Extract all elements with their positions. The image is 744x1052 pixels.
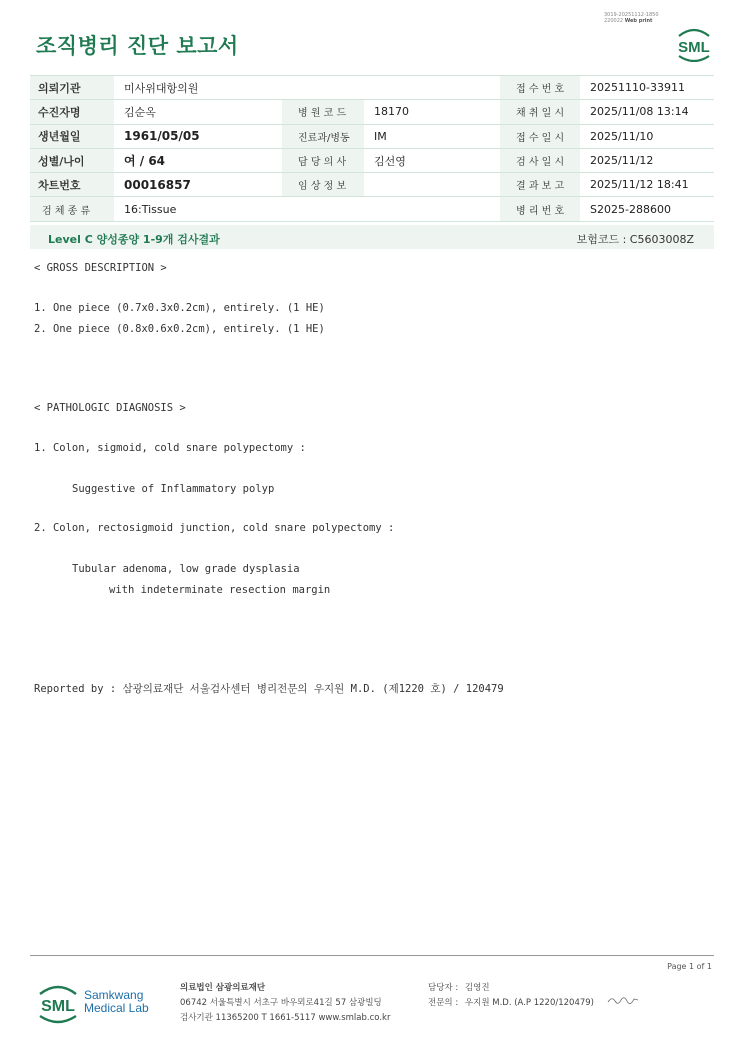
empty-cell — [282, 197, 364, 221]
signature-icon — [606, 992, 640, 1008]
gross-description-header: < GROSS DESCRIPTION > — [34, 262, 167, 274]
value-collection-date: 2025/11/08 13:14 — [580, 100, 714, 124]
company-name-line1: Samkwang — [84, 988, 144, 1002]
pathologic-diagnosis-header: < PATHOLOGIC DIAGNOSIS > — [34, 402, 186, 414]
value-doctor: 김선영 — [364, 148, 500, 172]
sml-logo-icon — [673, 26, 715, 62]
label-department: 진료과/병동 — [282, 124, 364, 148]
test-level-bar — [30, 225, 714, 249]
value-requesting-institution: 미사위대항의원 — [114, 76, 282, 100]
print-code: 3019-20251112-1850 — [604, 12, 659, 18]
label-hospital-code: 병 원 코 드 — [282, 100, 364, 124]
samkwang-logo-icon — [36, 982, 80, 1024]
page-number: Page 1 of 1 — [667, 962, 712, 971]
footer-org: 의료법인 삼광의료재단 — [180, 983, 266, 993]
specialist-name: 우지원 M.D. (A.P 1220/120479) — [464, 998, 594, 1008]
table-row — [30, 100, 714, 124]
value-result-report: 2025/11/12 18:41 — [580, 173, 714, 197]
value-receipt-date: 2025/11/10 — [580, 124, 714, 148]
label-sex-age: 성별/나이 — [30, 148, 114, 172]
label-collection-date: 채 취 일 시 — [500, 100, 580, 124]
test-level-title: Level C 양성종양 1-9개 검사결과 — [48, 233, 220, 246]
value-specimen-type: 16:Tissue — [114, 197, 282, 221]
diagnosis-result-2-note: with indeterminate resection margin — [109, 584, 331, 596]
footer-address: 06742 서울특별시 서초구 바우뫼로41길 57 삼광빌딩 — [180, 998, 382, 1008]
gross-item-1: 1. One piece (0.7x0.3x0.2cm), entirely. (1 HE) — [34, 302, 325, 314]
label-pathology-number: 병 리 번 호 — [500, 197, 580, 221]
value-department: IM — [364, 124, 500, 148]
diagnosis-result-1: Suggestive of Inflammatory polyp — [72, 483, 275, 495]
print-label: Web print — [624, 18, 653, 24]
label-receipt-date: 접 수 일 시 — [500, 124, 580, 148]
svg-text:SML: SML — [41, 998, 75, 1015]
staff-name: 김영진 — [464, 983, 490, 993]
label-receipt-number: 접 수 번 호 — [500, 76, 580, 100]
value-birth-date: 1961/05/05 — [114, 124, 282, 148]
value-pathology-number: S2025-288600 — [580, 197, 714, 221]
label-result-report: 결 과 보 고 — [500, 173, 580, 197]
company-name — [84, 989, 149, 1015]
company-name-line2: Medical Lab — [84, 1001, 149, 1015]
value-patient-name: 김순옥 — [114, 100, 282, 124]
footer-divider — [30, 955, 714, 956]
reported-by: Reported by : 삼광의료재단 서울검사센터 병리전문의 우지원 M.D. (제1220 호) / 120479 — [34, 683, 504, 695]
label-doctor: 담 당 의 사 — [282, 148, 364, 172]
diagnosis-item-1: 1. Colon, sigmoid, cold snare polypectomy : — [34, 442, 306, 454]
diagnosis-result-2: Tubular adenoma, low grade dysplasia — [72, 563, 300, 575]
print-info — [604, 12, 659, 24]
label-requesting-institution: 의뢰기관 — [30, 76, 114, 100]
value-receipt-number: 20251110-33911 — [580, 76, 714, 100]
label-chart-number: 차트번호 — [30, 173, 114, 197]
table-row — [30, 148, 714, 172]
label-test-date: 검 사 일 시 — [500, 148, 580, 172]
footer-contact: 검사기관 11365200 T 1661-5117 www.smlab.co.kr — [180, 1013, 391, 1023]
staff-label: 담당자 : — [428, 983, 459, 993]
footer-staff — [428, 981, 490, 993]
label-birth-date: 생년월일 — [30, 124, 114, 148]
value-hospital-code: 18170 — [364, 100, 500, 124]
table-row — [30, 124, 714, 148]
label-patient-name: 수진자명 — [30, 100, 114, 124]
svg-text:SML: SML — [678, 39, 710, 56]
print-code-2: 220022 — [604, 18, 624, 24]
value-sex-age: 여 / 64 — [114, 148, 282, 172]
value-clinical-info — [364, 173, 500, 197]
table-row — [30, 173, 714, 197]
table-row — [30, 76, 714, 100]
patient-info-table — [30, 75, 714, 222]
table-row — [30, 197, 714, 221]
value-test-date: 2025/11/12 — [580, 148, 714, 172]
empty-cell — [364, 197, 500, 221]
insurance-code: 보험코드 : C5603008Z — [576, 233, 694, 246]
footer-specialist — [428, 996, 594, 1008]
empty-cell — [282, 76, 364, 100]
gross-item-2: 2. One piece (0.8x0.6x0.2cm), entirely. (1 HE) — [34, 323, 325, 335]
value-chart-number: 00016857 — [114, 173, 282, 197]
label-specimen-type: 검 체 종 류 — [30, 197, 114, 221]
report-title: 조직병리 진단 보고서 — [36, 34, 239, 58]
diagnosis-item-2: 2. Colon, rectosigmoid junction, cold snare polypectomy : — [34, 522, 395, 534]
specialist-label: 전문의 : — [428, 998, 459, 1008]
empty-cell — [364, 76, 500, 100]
label-clinical-info: 임 상 정 보 — [282, 173, 364, 197]
